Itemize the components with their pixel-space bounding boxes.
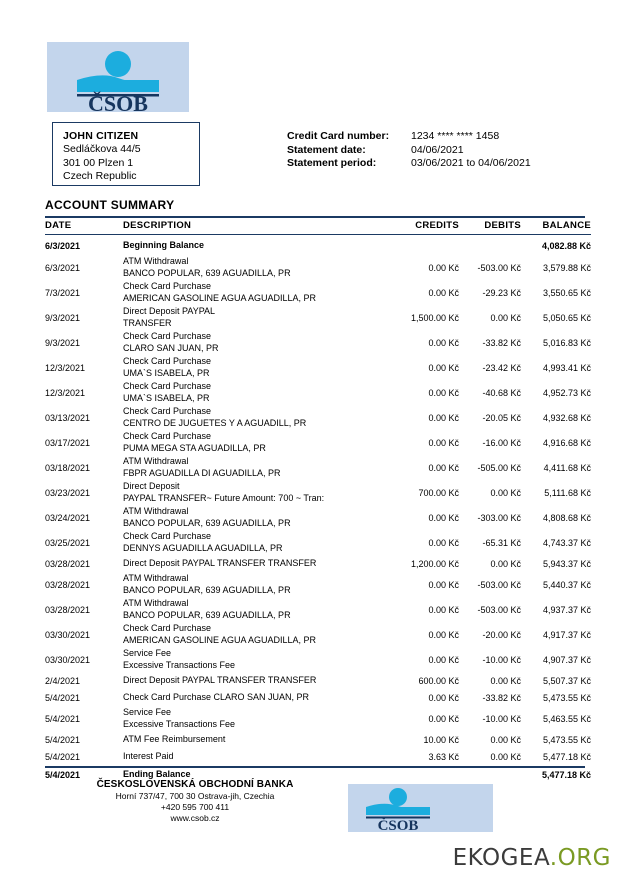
description-line-1: Direct Deposit PAYPAL TRANSFER TRANSFER — [123, 557, 317, 568]
credit-card-number-label: Credit Card number: — [287, 130, 390, 142]
description-line-2: BANCO POPULAR, 639 AGUADILLA, PR — [123, 517, 291, 528]
cell-date: 03/30/2021 — [45, 654, 91, 665]
transactions-table-head — [45, 218, 591, 235]
cell-debits: -23.42 Kč — [482, 362, 521, 373]
description-line-1: Interest Paid — [123, 750, 174, 761]
description-line-2: PUMA MEGA STA AGUADILLA, PR — [123, 442, 266, 453]
cell-date: 7/3/2021 — [45, 287, 81, 298]
footer-bank-name: ČESKOSLOVENSKÁ OBCHODNÍ BANKA — [96, 779, 294, 790]
cell-date: 03/18/2021 — [45, 462, 91, 473]
cell-description — [117, 748, 391, 765]
cell-description — [117, 505, 391, 530]
csob-logo-footer — [348, 784, 493, 832]
table-row — [45, 255, 591, 280]
cell-balance: 3,550.65 Kč — [542, 287, 591, 298]
description-line-2: DENNYS AGUADILLA AGUADILLA, PR — [123, 542, 283, 553]
cell-credits: 0.00 Kč — [428, 579, 459, 590]
description-line-1: Ending Balance — [123, 768, 191, 779]
cell-description — [117, 455, 391, 480]
cell-credits: 0.00 Kč — [428, 362, 459, 373]
cell-debits: 0.00 Kč — [490, 558, 521, 569]
description-line-1: Check Card Purchase — [123, 431, 212, 441]
table-row — [45, 355, 591, 380]
cell-debits: -40.68 Kč — [482, 387, 521, 398]
cell-debits: 0.00 Kč — [490, 734, 521, 745]
column-header-balance: BALANCE — [521, 218, 591, 235]
table-row — [45, 280, 591, 305]
description-line-1: Check Card Purchase — [123, 331, 212, 341]
description-line-2: UMA`S ISABELA, PR — [123, 367, 210, 378]
cell-date: 03/17/2021 — [45, 437, 91, 448]
cell-date: 2/4/2021 — [45, 675, 81, 686]
cell-description — [117, 480, 391, 505]
cell-date: 6/3/2021 — [45, 262, 81, 273]
description-line-2: CENTRO DE JUGUETES Y A AGUADILL, PR — [123, 417, 307, 428]
recipient-address-line-2: 301 00 Plzen 1 — [63, 156, 134, 169]
cell-date: 9/3/2021 — [45, 337, 81, 348]
cell-debits: -503.00 Kč — [477, 604, 521, 615]
cell-description — [117, 706, 391, 731]
cell-credits: 0.00 Kč — [428, 713, 459, 724]
description-line-1: ATM Withdrawal — [123, 456, 189, 466]
cell-credits: 0.00 Kč — [428, 262, 459, 273]
csob-logo-icon-footer — [348, 784, 493, 832]
description-line-2: BANCO POPULAR, 639 AGUADILLA, PR — [123, 609, 291, 620]
statement-date-label: Statement date: — [287, 143, 366, 156]
cell-date: 12/3/2021 — [45, 387, 86, 398]
table-row — [45, 597, 591, 622]
footer-bank-website: www.csob.cz — [170, 813, 220, 823]
description-line-2: AMERICAN GASOLINE AGUA AGUADILLA, PR — [123, 634, 317, 645]
cell-description — [117, 530, 391, 555]
description-line-2: BANCO POPULAR, 639 AGUADILLA, PR — [123, 584, 291, 595]
cell-balance: 4,937.37 Kč — [542, 604, 591, 615]
cell-balance: 4,932.68 Kč — [542, 412, 591, 423]
cell-date: 12/3/2021 — [45, 362, 86, 373]
cell-description — [117, 731, 391, 748]
cell-balance: 5,440.37 Kč — [542, 579, 591, 590]
cell-credits: 10.00 Kč — [423, 734, 459, 745]
cell-description — [117, 330, 391, 355]
description-line-1: ATM Fee Reimbursement — [123, 733, 226, 744]
description-line-2: FBPR AGUADILLA DI AGUADILLA, PR — [123, 467, 281, 478]
cell-debits: 0.00 Kč — [490, 675, 521, 686]
cell-credits: 0.00 Kč — [428, 387, 459, 398]
description-line-1: ATM Withdrawal — [123, 506, 189, 516]
table-row — [45, 330, 591, 355]
cell-debits: -303.00 Kč — [477, 512, 521, 523]
table-row — [45, 530, 591, 555]
cell-description — [117, 235, 391, 256]
cell-date: 03/28/2021 — [45, 579, 91, 590]
table-row — [45, 706, 591, 731]
cell-balance: 5,463.55 Kč — [542, 713, 591, 724]
account-summary-title: ACCOUNT SUMMARY — [45, 198, 175, 212]
cell-balance: 4,916.68 Kč — [542, 437, 591, 448]
cell-balance: 3,579.88 Kč — [542, 262, 591, 273]
description-line-1: Check Card Purchase CLARO SAN JUAN, PR — [123, 691, 310, 702]
cell-balance: 5,016.83 Kč — [542, 337, 591, 348]
description-line-1: Service Fee — [123, 707, 172, 717]
cell-credits — [391, 235, 459, 256]
cell-description — [117, 380, 391, 405]
cell-credits: 0.00 Kč — [428, 629, 459, 640]
description-line-1: Service Fee — [123, 648, 172, 658]
description-line-1: Check Card Purchase — [123, 531, 212, 541]
cell-date: 03/13/2021 — [45, 412, 91, 423]
description-line-2: UMA`S ISABELA, PR — [123, 392, 210, 403]
description-line-1: ATM Withdrawal — [123, 573, 189, 583]
recipient-address-line-1: Sedláčkova 44/5 — [63, 143, 141, 155]
statement-period-label: Statement period: — [287, 157, 377, 169]
description-line-1: Direct Deposit PAYPAL TRANSFER TRANSFER — [123, 674, 317, 685]
footer-bank-details — [45, 778, 345, 824]
table-header-row — [45, 218, 591, 235]
cell-credits: 0.00 Kč — [428, 462, 459, 473]
transactions-table — [45, 218, 591, 784]
cell-balance: 4,082.88 Kč — [541, 240, 591, 251]
recipient-name: JOHN CITIZEN — [63, 130, 139, 142]
cell-date: 5/4/2021 — [45, 734, 81, 745]
table-row — [45, 672, 591, 689]
description-line-2: TRANSFER — [123, 317, 172, 328]
description-line-2: PAYPAL TRANSFER~ Future Amount: 700 ~ Tran: — [123, 492, 325, 503]
cell-date: 03/23/2021 — [45, 487, 91, 498]
summary-bottom-rule — [45, 766, 585, 768]
description-line-2: Excessive Transactions Fee — [123, 659, 236, 670]
table-row — [45, 480, 591, 505]
cell-debits: -10.00 Kč — [482, 713, 521, 724]
column-header-description: DESCRIPTION — [117, 218, 391, 235]
cell-balance: 5,050.65 Kč — [542, 312, 591, 323]
recipient-address-box — [52, 122, 200, 186]
cell-credits: 0.00 Kč — [428, 337, 459, 348]
cell-balance: 5,111.68 Kč — [544, 487, 591, 498]
cell-debits: -20.00 Kč — [482, 629, 521, 640]
cell-debits: 0.00 Kč — [490, 312, 521, 323]
cell-date: 5/4/2021 — [45, 713, 81, 724]
recipient-address-line-3: Czech Republic — [63, 170, 137, 182]
cell-debits: -33.82 Kč — [482, 692, 521, 703]
cell-debits: -20.05 Kč — [482, 412, 521, 423]
statement-period-row — [287, 157, 531, 171]
cell-date: 5/4/2021 — [45, 751, 81, 762]
cell-date: 5/4/2021 — [45, 692, 81, 703]
cell-credits: 0.00 Kč — [428, 604, 459, 615]
column-header-date: DATE — [45, 218, 117, 235]
table-row — [45, 380, 591, 405]
csob-logo-header — [47, 42, 189, 112]
table-row — [45, 305, 591, 330]
svg-text:ČSOB: ČSOB — [88, 91, 148, 112]
cell-description — [117, 405, 391, 430]
csob-logo-icon — [47, 42, 189, 112]
cell-date: 03/24/2021 — [45, 512, 91, 523]
description-line-2: AMERICAN GASOLINE AGUA AGUADILLA, PR — [123, 292, 317, 303]
cell-balance: 5,473.55 Kč — [542, 734, 591, 745]
description-line-1: Check Card Purchase — [123, 623, 212, 633]
cell-description — [117, 672, 391, 689]
description-line-1: Check Card Purchase — [123, 281, 212, 291]
cell-balance: 5,507.37 Kč — [542, 675, 591, 686]
table-row — [45, 748, 591, 765]
statement-period-value: 03/06/2021 to 04/06/2021 — [411, 157, 531, 169]
cell-credits: 3.63 Kč — [428, 751, 459, 762]
table-row — [45, 235, 591, 256]
description-line-1: Beginning Balance — [123, 239, 205, 250]
credit-card-number-value: 1234 **** **** 1458 — [411, 130, 500, 142]
cell-credits: 1,200.00 Kč — [410, 558, 459, 569]
cell-debits: -505.00 Kč — [477, 462, 521, 473]
watermark-tld: .ORG — [549, 845, 611, 871]
cell-description — [117, 305, 391, 330]
description-line-1: ATM Withdrawal — [123, 256, 189, 266]
cell-date: 03/30/2021 — [45, 629, 91, 640]
cell-credits: 0.00 Kč — [428, 654, 459, 665]
cell-date: 5/4/2021 — [45, 769, 81, 780]
column-header-debits: DEBITS — [459, 218, 521, 235]
cell-debits: -16.00 Kč — [482, 437, 521, 448]
cell-description — [117, 280, 391, 305]
table-row — [45, 430, 591, 455]
table-row — [45, 689, 591, 706]
transactions-table-wrapper — [45, 218, 591, 784]
svg-text:ČSOB: ČSOB — [377, 818, 419, 832]
cell-description — [117, 255, 391, 280]
cell-debits: -65.31 Kč — [482, 537, 521, 548]
cell-credits: 700.00 Kč — [418, 487, 459, 498]
cell-balance: 4,411.68 Kč — [543, 462, 591, 473]
description-line-2: BANCO POPULAR, 639 AGUADILLA, PR — [123, 267, 291, 278]
cell-debits: -29.23 Kč — [482, 287, 521, 298]
cell-balance: 4,993.41 Kč — [542, 362, 591, 373]
cell-balance: 4,907.37 Kč — [542, 654, 591, 665]
watermark-main: EKOGEA — [452, 845, 550, 871]
cell-debits: 0.00 Kč — [490, 487, 521, 498]
description-line-2: Excessive Transactions Fee — [123, 718, 236, 729]
cell-credits: 1,500.00 Kč — [410, 312, 459, 323]
cell-balance: 4,808.68 Kč — [542, 512, 591, 523]
description-line-2: CLARO SAN JUAN, PR — [123, 342, 219, 353]
cell-description — [117, 555, 391, 572]
cell-debits: -503.00 Kč — [477, 262, 521, 273]
cell-balance: 4,917.37 Kč — [542, 629, 591, 640]
ekogea-watermark — [453, 845, 611, 871]
cell-date: 6/3/2021 — [45, 240, 81, 251]
table-row — [45, 555, 591, 572]
cell-description — [117, 647, 391, 672]
cell-description — [117, 622, 391, 647]
table-row — [45, 572, 591, 597]
cell-description — [117, 597, 391, 622]
cell-debits — [459, 235, 521, 256]
cell-balance: 5,477.18 Kč — [542, 751, 591, 762]
table-row — [45, 505, 591, 530]
cell-credits: 0.00 Kč — [428, 437, 459, 448]
footer-bank-address: Horní 737/47, 700 30 Ostrava-jih, Czechia — [115, 791, 275, 801]
cell-description — [117, 430, 391, 455]
cell-balance: 5,477.18 Kč — [541, 769, 591, 780]
cell-balance: 4,743.37 Kč — [542, 537, 591, 548]
cell-credits: 0.00 Kč — [428, 692, 459, 703]
cell-balance: 5,943.37 Kč — [542, 558, 591, 569]
credit-card-number-row — [287, 130, 531, 144]
table-row — [45, 405, 591, 430]
transactions-table-body — [45, 235, 591, 785]
description-line-1: Check Card Purchase — [123, 381, 212, 391]
cell-description — [117, 689, 391, 706]
description-line-1: Check Card Purchase — [123, 356, 212, 366]
cell-date: 9/3/2021 — [45, 312, 81, 323]
cell-date: 03/28/2021 — [45, 558, 91, 569]
cell-date: 03/28/2021 — [45, 604, 91, 615]
cell-description — [117, 355, 391, 380]
table-row — [45, 731, 591, 748]
statement-date-value: 04/06/2021 — [411, 143, 464, 156]
cell-debits: 0.00 Kč — [490, 751, 521, 762]
cell-debits: -33.82 Kč — [482, 337, 521, 348]
cell-credits: 600.00 Kč — [418, 675, 459, 686]
cell-debits: -10.00 Kč — [482, 654, 521, 665]
cell-date: 03/25/2021 — [45, 537, 91, 548]
cell-balance: 4,952.73 Kč — [542, 387, 591, 398]
description-line-1: Check Card Purchase — [123, 406, 212, 416]
table-row — [45, 647, 591, 672]
footer-bank-phone: +420 595 700 411 — [160, 802, 230, 812]
cell-credits: 0.00 Kč — [428, 287, 459, 298]
cell-credits: 0.00 Kč — [428, 412, 459, 423]
cell-balance: 5,473.55 Kč — [542, 692, 591, 703]
cell-description — [117, 572, 391, 597]
table-row — [45, 622, 591, 647]
table-row — [45, 455, 591, 480]
statement-date-row — [287, 144, 531, 158]
cell-debits: -503.00 Kč — [477, 579, 521, 590]
column-header-credits: CREDITS — [391, 218, 459, 235]
description-line-1: ATM Withdrawal — [123, 598, 189, 608]
cell-credits: 0.00 Kč — [428, 537, 459, 548]
description-line-1: Direct Deposit PAYPAL — [123, 306, 216, 316]
statement-meta — [287, 130, 531, 171]
description-line-1: Direct Deposit — [123, 481, 180, 491]
cell-credits: 0.00 Kč — [428, 512, 459, 523]
